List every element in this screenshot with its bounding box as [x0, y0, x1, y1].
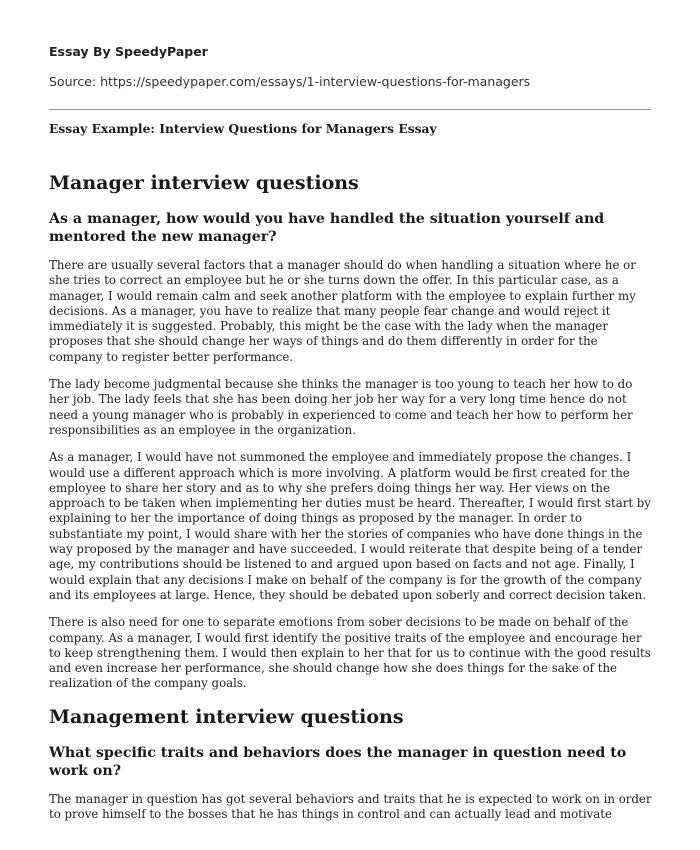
section-subheading: As a manager, how would you have handled the situation yourself and mentored the new manager? — [49, 211, 605, 245]
body-paragraph: The lady become judgmental because she thinks the manager is too young to teach her how to do her job. The lady feels that she has been doing her job her way for a very long time hence do not need a young manager who is probably in experienced to come and teach her how to perform her responsibilities as an employee in the organization. — [49, 377, 633, 437]
body-paragraph: As a manager, I would have not summoned the employee and immediately propose the changes. I would use a different approach which is more involving. A platform would be first created for the employee to share her story and as to why she prefers doing things her way. Her views on the approach to be taken when implementing her duties must be heard. Thereafter, I would first start by explaining to her the importance of doing things as proposed by the manager. In order to substantiate my point, I would share with her the stories of companies who have done things in the way proposed by the manager and have succeeded. I would reiterate that despite being of a tender age, my contributions should be listened to and argued upon based on facts and not age. Finally, I would explain that any decisions I make on behalf of the company is for the growth of the company and its employees at large. Hence, they should be debated upon soberly and correct decision taken. — [49, 450, 651, 602]
essay-body — [49, 170, 654, 834]
brand-line: Essay By SpeedyPaper — [49, 44, 208, 59]
body-paragraph: There are usually several factors that a manager should do when handling a situation where he or she tries to correct an employee but he or she turns down the offer. In this particular case, as a manager, I would remain calm and seek another platform with the employee to explain further my decisions. As a manager, you have to realize that many people fear change and would reject it immediately it is suggested. Probably, this might be the case with the lady when the manager proposes that she should change her ways of things and do them differently in order for the company to register better performance. — [49, 258, 636, 364]
source-line: Source: https://speedypaper.com/essays/1-interview-questions-for-managers — [49, 74, 531, 89]
body-paragraph: There is also need for one to separate emotions from sober decisions to be made on behalf of the company. As a manager, I would first identify the positive traits of the employee and encourage her to keep strengthening them. I would then explain to her that for us to continue with the good results and even increase her performance, she should change how she does things for the sake of the realization of the company goals. — [49, 615, 651, 691]
section-heading: Manager interview questions — [49, 172, 359, 194]
body-paragraph: The manager in question has got several behaviors and traits that he is expected to work on in order to prove himself to the bosses that he has things in control and can actually lead and motivate — [49, 791, 652, 822]
section-subheading: What specific traits and behaviors does the manager in question need to work on? — [49, 744, 627, 779]
essay-title: Essay Example: Interview Questions for Managers Essay — [49, 121, 437, 136]
header-divider — [49, 109, 651, 110]
section-heading: Management interview questions — [49, 705, 404, 728]
